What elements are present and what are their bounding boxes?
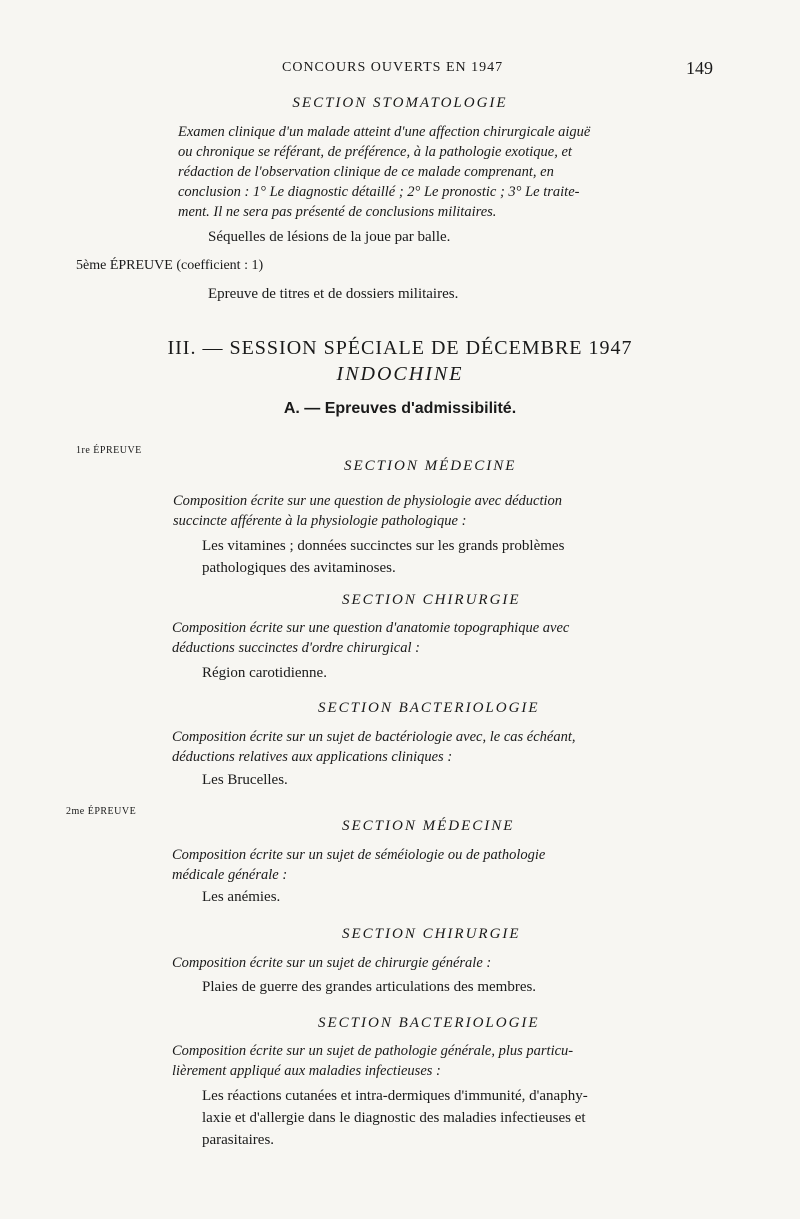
session-title: III. — SESSION SPÉCIALE DE DÉCEMBRE 1947 — [167, 337, 633, 359]
epreuve-2-label: 2me ÉPREUVE — [66, 806, 137, 817]
section-heading-chirurgie: SECTION CHIRURGIE — [342, 926, 521, 942]
text-line: parasitaires. — [202, 1132, 275, 1148]
medecine-instructions — [173, 491, 718, 531]
section-heading-medecine: SECTION MÉDECINE — [344, 458, 517, 474]
bacteriologie-subject: Les Brucelles. — [202, 772, 288, 788]
section-heading-stomatologie: SECTION STOMATOLOGIE — [292, 95, 508, 111]
text-line: ment. Il ne sera pas présenté de conclusions militaires. — [178, 204, 497, 220]
text-line: Les vitamines ; données succinctes sur les grands problèmes — [202, 538, 565, 554]
section-heading-medecine: SECTION MÉDECINE — [342, 818, 515, 834]
text-line: médicale générale : — [172, 867, 288, 883]
medecine-instructions — [172, 845, 717, 885]
text-line: Composition écrite sur un sujet de pathologie générale, plus particu- — [172, 1043, 574, 1059]
text-line: Composition écrite sur un sujet de séméiologie ou de pathologie — [172, 847, 546, 863]
chirurgie-instructions — [172, 618, 717, 658]
section-heading-bacteriologie: SECTION BACTERIOLOGIE — [318, 700, 540, 716]
session-location: INDOCHINE — [336, 363, 464, 385]
session-subtitle: A. — Epreuves d'admissibilité. — [283, 400, 517, 417]
text-line: Composition écrite sur une question de physiologie avec déduction — [173, 493, 563, 509]
bacteriologie-subject — [202, 1085, 714, 1151]
bacteriologie-instructions — [172, 727, 717, 767]
text-line: lièrement appliqué aux maladies infectieuses : — [172, 1063, 441, 1079]
text-line: déductions succinctes d'ordre chirurgical : — [172, 640, 420, 656]
text-line: Composition écrite sur une question d'anatomie topographique avec — [172, 620, 570, 636]
page-number: 149 — [686, 58, 713, 78]
text-line: déductions relatives aux applications cliniques : — [172, 749, 453, 765]
epreuve-1-label: 1re ÉPREUVE — [76, 445, 142, 456]
epreuve-5-text: Epreuve de titres et de dossiers militaires. — [208, 286, 459, 302]
text-line: conclusion : 1° Le diagnostic détaillé ; 2° Le pronostic ; 3° Le traite- — [178, 184, 580, 200]
bacteriologie-instructions — [172, 1041, 717, 1081]
medecine-subject — [202, 535, 710, 579]
text-line: Composition écrite sur un sujet de chirurgie générale : — [172, 955, 492, 971]
stomatologie-instructions — [178, 122, 718, 222]
chirurgie-instructions — [172, 953, 717, 973]
medecine-subject: Les anémies. — [202, 889, 281, 905]
section-heading-bacteriologie: SECTION BACTERIOLOGIE — [318, 1015, 540, 1031]
section-heading-chirurgie: SECTION CHIRURGIE — [342, 592, 521, 608]
text-line: pathologiques des avitaminoses. — [202, 560, 396, 576]
text-line: succincte afférente à la physiologie pathologique : — [173, 513, 467, 529]
text-line: Composition écrite sur un sujet de bactériologie avec, le cas échéant, — [172, 729, 576, 745]
text-line: rédaction de l'observation clinique de ce malade comprenant, en — [178, 164, 554, 180]
stomatologie-subject: Séquelles de lésions de la joue par balle. — [208, 229, 451, 245]
chirurgie-subject: Région carotidienne. — [202, 665, 327, 681]
text-line: laxie et d'allergie dans le diagnostic des maladies infectieuses et — [202, 1110, 586, 1126]
text-line: Les réactions cutanées et intra-dermiques d'immunité, d'anaphy- — [202, 1088, 588, 1104]
text-line: ou chronique se référant, de préférence, à la pathologie exotique, et — [178, 144, 572, 160]
epreuve-5-label: 5ème ÉPREUVE (coefficient : 1) — [76, 258, 264, 273]
running-title: CONCOURS OUVERTS EN 1947 — [282, 60, 504, 75]
chirurgie-subject: Plaies de guerre des grandes articulations des membres. — [202, 979, 537, 995]
text-line: Examen clinique d'un malade atteint d'une affection chirurgicale aiguë — [178, 124, 591, 140]
